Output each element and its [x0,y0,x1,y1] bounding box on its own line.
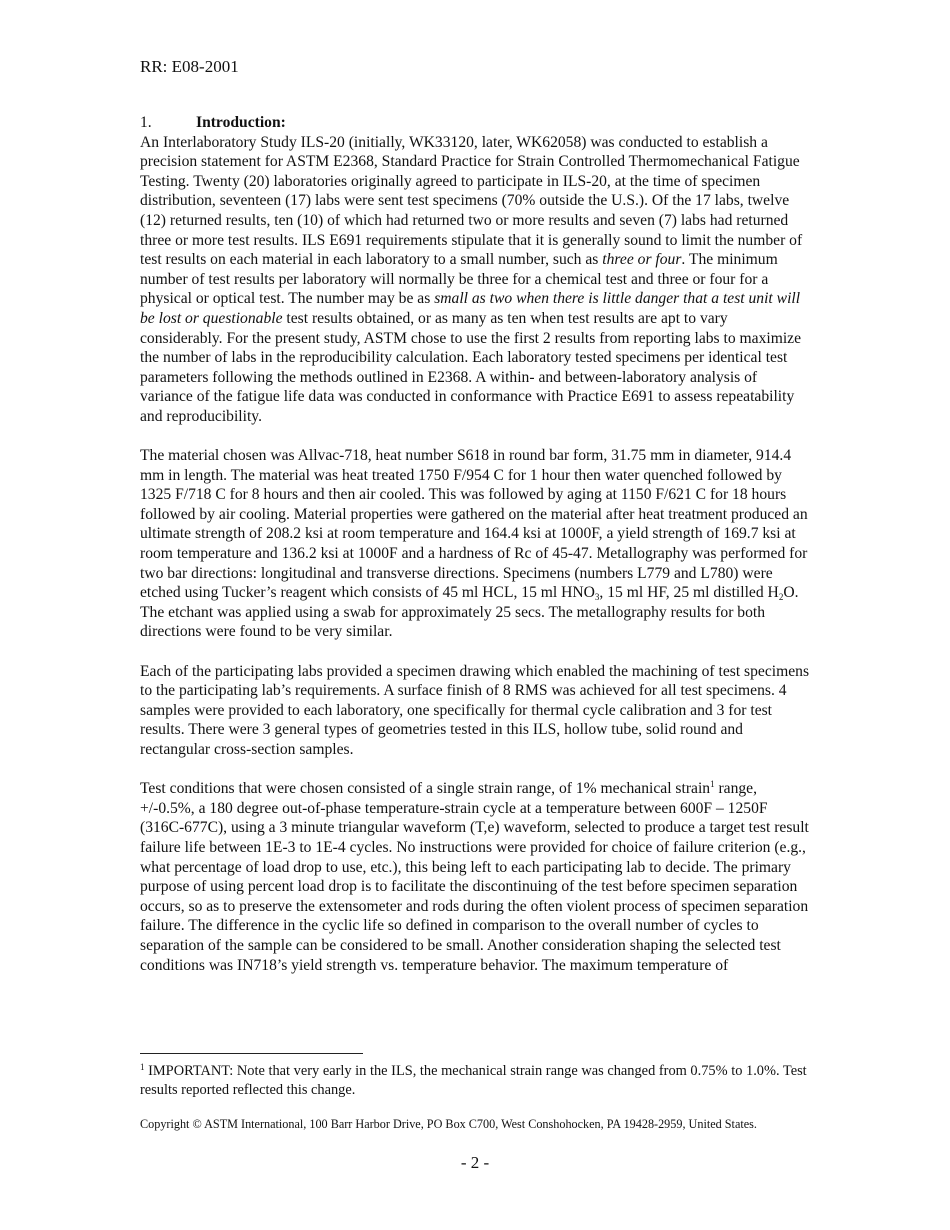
emphasis-text: small as two when there is little danger that a test unit will be lost or questionable [140,290,801,327]
paragraph-text: range, +/-0.5%, a 180 degree out-of-phase temperature-strain cycle at a temperature between 600F – 1250F (316C-677C), using a 3 minute triangular waveform (T,e) waveform, selected to produce a target test result failure life between 1E-3 to 1E-4 cycles. No instructions were provided for choice of failure criterion (e.g., what percentage of load drop to use, etc.), this being left to each participating lab to decide. The primary purpose of using percent load drop is to facilitate the discontinuing of the test before specimen separation occurs, so as to preserve the extensometer and rods during the often violent process of specimen separation failure. The difference in the cyclic life so defined in comparison to the overall number of cycles to separation of the sample can be considered to be small. Another consideration shaping the selected test conditions was IN718’s yield strength vs. temperature behavior. The maximum temperature of [140,780,809,974]
paragraph-text: Test conditions that were chosen consisted of a single strain range, of 1% mechanical strain [140,780,711,798]
section-title: Introduction: [196,114,286,131]
footnote [140,1062,812,1100]
paragraph-text: An Interlaboratory Study ILS-20 (initially, WK33120, later, WK62058) was conducted to establish a precision statement for ASTM E2368, Standard Practice for Strain Controlled Thermomechanical Fatigue Testing. Twenty (20) laboratories originally agreed to participate in ILS-20, at the time of specimen distribution, seventeen (17) labs were sent test specimens (70% outside the U.S.). Of the 17 labs, twelve (12) returned results, ten (10) of which had returned two or more results and seven (7) labs had returned three or more test results. ILS E691 requirements stipulate that it is generally sound to limit the number of test results on each material in each laboratory to a small number, such as [140,133,803,269]
footnote-text: IMPORTANT: Note that very early in the ILS, the mechanical strain range was changed from 0.75% to 1.0%. Test results reported reflected this change. [140,1063,807,1098]
footnote-marker: 1 [140,1062,145,1072]
paragraph-text: The material chosen was Allvac-718, heat number S618 in round bar form, 31.75 mm in diameter, 914.4 mm in length. The material was heat treated 1750 F/954 C for 1 hour then water quenched followed by 1325 F/718 C for 8 hours and then air cooled. This was followed by aging at 1150 F/621 C for 18 hours followed by air cooling. Material properties were gathered on the material after heat treatment produced an ultimate strength of 208.2 ksi at room temperature and 164.4 ksi at 1000F, a yield strength of 169.7 ksi at room temperature and 136.2 ksi at 1000F and a hardness of Rc of 45-47. Metallography was performed for two bar directions: longitudinal and transverse directions. Specimens (numbers L779 and L780) were etched using Tucker’s reagent which consists of 45 ml HCL, 15 ml HNO [140,447,808,602]
paragraph-specimens: Each of the participating labs provided a specimen drawing which enabled the machining of test specimens to the participating lab’s requirements. A surface finish of 8 RMS was achieved for all test specimens. 4 samples were provided to each laboratory, one specifically for thermal cycle calibration and 3 for test results. There were 3 general types of geometries tested in this ILS, hollow tube, solid round and rectangular cross-section samples. [140,662,810,758]
paragraph-text: , 15 ml HF, 25 ml distilled H [599,584,779,602]
subscript: 2 [778,592,784,603]
copyright-notice: Copyright © ASTM International, 100 Barr Harbor Drive, PO Box C700, West Conshohocken, PA 19428-2959, United States. [140,1117,757,1131]
paragraph-material [140,446,812,642]
document-body [140,113,812,975]
footnote-separator [140,1053,363,1054]
subscript: 3 [594,592,600,603]
paragraph-study-overview [140,133,812,427]
paragraph-test-conditions [140,779,812,975]
paragraph-text: . The minimum number of test results per laboratory will normally be three for a chemical test and three or four for a physical or optical test. The number may be as [140,251,778,308]
paragraph-text: test results obtained, or as many as ten when test results are apt to vary considerably. For the present study, ASTM chose to use the first 2 results from reporting labs to maximize the number of labs in the reproducibility calculation. Each laboratory tested specimens per identical test parameters following the methods outlined in E2368. A within- and between-laboratory analysis of variance of the fatigue life data was conducted in conformance with Practice E691 to assess repeatability and reproducibility. [140,309,802,425]
paragraph-text: O. The etchant was applied using a swab for approximately 25 secs. The metallography results for both directions were found to be very similar. [140,584,799,641]
report-id-header: RR: E08-2001 [140,57,239,76]
section-number: 1. [140,114,152,131]
footnote-reference[interactable]: 1 [710,779,715,790]
page-number: - 2 - [460,1153,490,1172]
section-heading [140,113,812,133]
emphasis-text: three or four [602,251,682,269]
